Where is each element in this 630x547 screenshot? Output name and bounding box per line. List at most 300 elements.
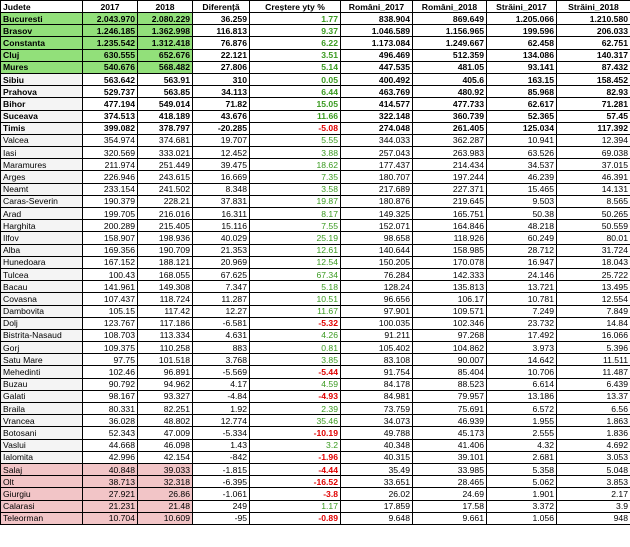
romani-2018-cell: 28.465 xyxy=(413,476,487,488)
romani-2018-cell: 477.733 xyxy=(413,98,487,110)
table-row xyxy=(1,25,630,37)
table-row xyxy=(1,195,630,207)
romani-2018-cell: 142.333 xyxy=(413,268,487,280)
difference-cell: -6.581 xyxy=(193,317,250,329)
value-2018-cell: 96.891 xyxy=(138,366,193,378)
straini-2017-cell: 60.249 xyxy=(487,232,557,244)
romani-2017-cell: 463.769 xyxy=(341,86,413,98)
straini-2018-cell: 82.93 xyxy=(557,86,630,98)
straini-2017-cell: 5.062 xyxy=(487,476,557,488)
straini-2018-cell: 31.724 xyxy=(557,244,630,256)
value-2018-cell: 188.121 xyxy=(138,256,193,268)
value-2017-cell: 44.668 xyxy=(83,439,138,451)
romani-2017-cell: 128.24 xyxy=(341,281,413,293)
value-2018-cell: 549.014 xyxy=(138,98,193,110)
county-name-cell: Brasov xyxy=(1,25,83,37)
county-name-cell: Caras-Severin xyxy=(1,195,83,207)
growth-percent-cell: 10.51 xyxy=(250,293,341,305)
straini-2017-cell: 34.537 xyxy=(487,159,557,171)
straini-2017-cell: 63.526 xyxy=(487,147,557,159)
growth-percent-cell: 15.05 xyxy=(250,98,341,110)
county-name-cell: Alba xyxy=(1,244,83,256)
difference-cell: 4.631 xyxy=(193,329,250,341)
value-2017-cell: 141.961 xyxy=(83,281,138,293)
straini-2018-cell: 3.053 xyxy=(557,451,630,463)
romani-2017-cell: 447.535 xyxy=(341,61,413,73)
growth-percent-cell: 4.59 xyxy=(250,378,341,390)
straini-2018-cell: 5.048 xyxy=(557,463,630,475)
value-2018-cell: 563.85 xyxy=(138,86,193,98)
romani-2018-cell: 481.05 xyxy=(413,61,487,73)
difference-cell: 37.831 xyxy=(193,195,250,207)
county-name-cell: Constanta xyxy=(1,37,83,49)
value-2018-cell: 93.327 xyxy=(138,390,193,402)
growth-percent-cell: 5.18 xyxy=(250,281,341,293)
difference-cell: 67.625 xyxy=(193,268,250,280)
growth-percent-cell: 3.88 xyxy=(250,147,341,159)
growth-percent-cell: -3.8 xyxy=(250,488,341,500)
value-2018-cell: 101.518 xyxy=(138,354,193,366)
value-2017-cell: 21.231 xyxy=(83,500,138,512)
table-row xyxy=(1,134,630,146)
difference-cell: 12.774 xyxy=(193,415,250,427)
table-row xyxy=(1,366,630,378)
straini-2017-cell: 9.503 xyxy=(487,195,557,207)
growth-percent-cell: 5.14 xyxy=(250,61,341,73)
table-row xyxy=(1,342,630,354)
straini-2018-cell: 13.495 xyxy=(557,281,630,293)
value-2018-cell: 333.021 xyxy=(138,147,193,159)
value-2018-cell: 1.312.418 xyxy=(138,37,193,49)
value-2017-cell: 399.082 xyxy=(83,122,138,134)
straini-2018-cell: 1.863 xyxy=(557,415,630,427)
difference-cell: 116.813 xyxy=(193,25,250,37)
romani-2017-cell: 98.658 xyxy=(341,232,413,244)
straini-2018-cell: 25.722 xyxy=(557,268,630,280)
table-row xyxy=(1,488,630,500)
growth-percent-cell: 3.58 xyxy=(250,183,341,195)
county-name-cell: Botosani xyxy=(1,427,83,439)
difference-cell: 39.475 xyxy=(193,159,250,171)
value-2017-cell: 10.704 xyxy=(83,512,138,524)
value-2017-cell: 100.43 xyxy=(83,268,138,280)
difference-cell: 34.113 xyxy=(193,86,250,98)
romani-2018-cell: 109.571 xyxy=(413,305,487,317)
romani-2017-cell: 414.577 xyxy=(341,98,413,110)
growth-percent-cell: 2.39 xyxy=(250,403,341,415)
value-2018-cell: 243.615 xyxy=(138,171,193,183)
value-2017-cell: 2.043.970 xyxy=(83,13,138,25)
value-2017-cell: 190.379 xyxy=(83,195,138,207)
straini-2018-cell: 6.56 xyxy=(557,403,630,415)
value-2017-cell: 354.974 xyxy=(83,134,138,146)
header-crestere: Creștere yty % xyxy=(250,1,341,13)
value-2017-cell: 167.152 xyxy=(83,256,138,268)
romani-2017-cell: 9.648 xyxy=(341,512,413,524)
romani-2018-cell: 227.371 xyxy=(413,183,487,195)
value-2018-cell: 418.189 xyxy=(138,110,193,122)
value-2018-cell: 149.308 xyxy=(138,281,193,293)
header-2017: 2017 xyxy=(83,1,138,13)
county-name-cell: Neamt xyxy=(1,183,83,195)
table-row xyxy=(1,183,630,195)
table-row xyxy=(1,463,630,475)
value-2018-cell: 110.258 xyxy=(138,342,193,354)
romani-2018-cell: 106.17 xyxy=(413,293,487,305)
straini-2017-cell: 17.492 xyxy=(487,329,557,341)
growth-percent-cell: 12.54 xyxy=(250,256,341,268)
growth-percent-cell: -1.96 xyxy=(250,451,341,463)
growth-percent-cell: 25.19 xyxy=(250,232,341,244)
growth-percent-cell: -0.89 xyxy=(250,512,341,524)
county-name-cell: Sibiu xyxy=(1,73,83,85)
romani-2018-cell: 45.173 xyxy=(413,427,487,439)
growth-percent-cell: 9.37 xyxy=(250,25,341,37)
romani-2017-cell: 217.689 xyxy=(341,183,413,195)
county-name-cell: Maramures xyxy=(1,159,83,171)
difference-cell: -20.285 xyxy=(193,122,250,134)
straini-2017-cell: 6.572 xyxy=(487,403,557,415)
romani-2018-cell: 97.268 xyxy=(413,329,487,341)
romani-2018-cell: 405.6 xyxy=(413,73,487,85)
value-2017-cell: 320.569 xyxy=(83,147,138,159)
county-name-cell: Bistrita-Nasaud xyxy=(1,329,83,341)
value-2017-cell: 90.792 xyxy=(83,378,138,390)
county-name-cell: Covasna xyxy=(1,293,83,305)
header-straini-2017: Străini_2017 xyxy=(487,1,557,13)
straini-2018-cell: 8.565 xyxy=(557,195,630,207)
romani-2017-cell: 34.073 xyxy=(341,415,413,427)
value-2018-cell: 168.055 xyxy=(138,268,193,280)
romani-2017-cell: 100.035 xyxy=(341,317,413,329)
difference-cell: 27.806 xyxy=(193,61,250,73)
value-2018-cell: 42.154 xyxy=(138,451,193,463)
table-row xyxy=(1,220,630,232)
county-name-cell: Galati xyxy=(1,390,83,402)
straini-2018-cell: 140.317 xyxy=(557,49,630,61)
difference-cell: -5.334 xyxy=(193,427,250,439)
table-row xyxy=(1,13,630,25)
table-body xyxy=(1,13,630,525)
table-row xyxy=(1,439,630,451)
value-2017-cell: 36.028 xyxy=(83,415,138,427)
table-row xyxy=(1,268,630,280)
table-row xyxy=(1,500,630,512)
romani-2018-cell: 46.939 xyxy=(413,415,487,427)
table-row xyxy=(1,512,630,524)
straini-2018-cell: 16.066 xyxy=(557,329,630,341)
value-2017-cell: 529.737 xyxy=(83,86,138,98)
growth-percent-cell: 67.34 xyxy=(250,268,341,280)
straini-2017-cell: 134.086 xyxy=(487,49,557,61)
table-row xyxy=(1,403,630,415)
table-row xyxy=(1,147,630,159)
growth-percent-cell: 18.62 xyxy=(250,159,341,171)
straini-2017-cell: 1.205.066 xyxy=(487,13,557,25)
straini-2018-cell: 206.033 xyxy=(557,25,630,37)
value-2017-cell: 108.703 xyxy=(83,329,138,341)
growth-percent-cell: 0.05 xyxy=(250,73,341,85)
straini-2018-cell: 12.394 xyxy=(557,134,630,146)
romani-2017-cell: 73.759 xyxy=(341,403,413,415)
county-name-cell: Buzau xyxy=(1,378,83,390)
growth-percent-cell: -4.93 xyxy=(250,390,341,402)
straini-2017-cell: 62.617 xyxy=(487,98,557,110)
straini-2017-cell: 1.901 xyxy=(487,488,557,500)
romani-2017-cell: 105.402 xyxy=(341,342,413,354)
value-2017-cell: 52.343 xyxy=(83,427,138,439)
county-name-cell: Ilfov xyxy=(1,232,83,244)
romani-2017-cell: 91.754 xyxy=(341,366,413,378)
value-2018-cell: 652.676 xyxy=(138,49,193,61)
header-romani-2018: Români_2018 xyxy=(413,1,487,13)
romani-2018-cell: 118.926 xyxy=(413,232,487,244)
county-name-cell: Iasi xyxy=(1,147,83,159)
romani-2018-cell: 1.249.667 xyxy=(413,37,487,49)
straini-2017-cell: 85.968 xyxy=(487,86,557,98)
straini-2017-cell: 4.32 xyxy=(487,439,557,451)
straini-2018-cell: 87.432 xyxy=(557,61,630,73)
straini-2018-cell: 71.281 xyxy=(557,98,630,110)
growth-percent-cell: 4.26 xyxy=(250,329,341,341)
straini-2018-cell: 3.9 xyxy=(557,500,630,512)
value-2017-cell: 1.235.542 xyxy=(83,37,138,49)
romani-2018-cell: 75.691 xyxy=(413,403,487,415)
straini-2018-cell: 14.84 xyxy=(557,317,630,329)
value-2017-cell: 97.75 xyxy=(83,354,138,366)
growth-percent-cell: -5.32 xyxy=(250,317,341,329)
value-2018-cell: 215.405 xyxy=(138,220,193,232)
table-row xyxy=(1,171,630,183)
difference-cell: -1.061 xyxy=(193,488,250,500)
romani-2018-cell: 9.661 xyxy=(413,512,487,524)
value-2017-cell: 374.513 xyxy=(83,110,138,122)
straini-2018-cell: 117.392 xyxy=(557,122,630,134)
table-row xyxy=(1,281,630,293)
value-2017-cell: 1.246.185 xyxy=(83,25,138,37)
county-name-cell: Bacau xyxy=(1,281,83,293)
table-row xyxy=(1,293,630,305)
value-2017-cell: 98.167 xyxy=(83,390,138,402)
table-row xyxy=(1,329,630,341)
value-2017-cell: 102.46 xyxy=(83,366,138,378)
growth-percent-cell: 3.85 xyxy=(250,354,341,366)
value-2018-cell: 118.724 xyxy=(138,293,193,305)
growth-percent-cell: 0.81 xyxy=(250,342,341,354)
value-2017-cell: 40.848 xyxy=(83,463,138,475)
table-row xyxy=(1,208,630,220)
value-2017-cell: 109.375 xyxy=(83,342,138,354)
romani-2018-cell: 869.649 xyxy=(413,13,487,25)
growth-percent-cell: 7.35 xyxy=(250,171,341,183)
value-2018-cell: 32.318 xyxy=(138,476,193,488)
straini-2018-cell: 1.836 xyxy=(557,427,630,439)
value-2017-cell: 123.767 xyxy=(83,317,138,329)
value-2017-cell: 233.154 xyxy=(83,183,138,195)
romani-2017-cell: 83.108 xyxy=(341,354,413,366)
table-row xyxy=(1,73,630,85)
straini-2017-cell: 5.358 xyxy=(487,463,557,475)
county-name-cell: Suceava xyxy=(1,110,83,122)
romani-2018-cell: 24.69 xyxy=(413,488,487,500)
difference-cell: 40.029 xyxy=(193,232,250,244)
value-2018-cell: 94.962 xyxy=(138,378,193,390)
straini-2017-cell: 125.034 xyxy=(487,122,557,134)
straini-2017-cell: 24.146 xyxy=(487,268,557,280)
straini-2018-cell: 69.038 xyxy=(557,147,630,159)
county-name-cell: Timis xyxy=(1,122,83,134)
county-name-cell: Mures xyxy=(1,61,83,73)
value-2017-cell: 158.907 xyxy=(83,232,138,244)
difference-cell: -1.815 xyxy=(193,463,250,475)
growth-percent-cell: 11.66 xyxy=(250,110,341,122)
county-name-cell: Hunedoara xyxy=(1,256,83,268)
straini-2018-cell: 12.554 xyxy=(557,293,630,305)
romani-2017-cell: 150.205 xyxy=(341,256,413,268)
straini-2017-cell: 52.365 xyxy=(487,110,557,122)
value-2018-cell: 113.334 xyxy=(138,329,193,341)
value-2018-cell: 228.21 xyxy=(138,195,193,207)
table-row xyxy=(1,86,630,98)
value-2017-cell: 80.331 xyxy=(83,403,138,415)
straini-2017-cell: 13.721 xyxy=(487,281,557,293)
straini-2017-cell: 46.239 xyxy=(487,171,557,183)
growth-percent-cell: -5.44 xyxy=(250,366,341,378)
romani-2017-cell: 84.178 xyxy=(341,378,413,390)
difference-cell: 36.259 xyxy=(193,13,250,25)
straini-2017-cell: 6.614 xyxy=(487,378,557,390)
romani-2018-cell: 512.359 xyxy=(413,49,487,61)
straini-2017-cell: 23.732 xyxy=(487,317,557,329)
value-2018-cell: 10.609 xyxy=(138,512,193,524)
value-2017-cell: 477.194 xyxy=(83,98,138,110)
county-name-cell: Mehedinti xyxy=(1,366,83,378)
growth-percent-cell: 6.22 xyxy=(250,37,341,49)
value-2017-cell: 27.921 xyxy=(83,488,138,500)
straini-2017-cell: 2.681 xyxy=(487,451,557,463)
county-name-cell: Dambovita xyxy=(1,305,83,317)
romani-2018-cell: 90.007 xyxy=(413,354,487,366)
value-2017-cell: 169.356 xyxy=(83,244,138,256)
value-2017-cell: 211.974 xyxy=(83,159,138,171)
table-row xyxy=(1,98,630,110)
growth-percent-cell: -4.44 xyxy=(250,463,341,475)
difference-cell: 16.669 xyxy=(193,171,250,183)
straini-2017-cell: 2.555 xyxy=(487,427,557,439)
value-2018-cell: 117.42 xyxy=(138,305,193,317)
romani-2017-cell: 35.49 xyxy=(341,463,413,475)
growth-percent-cell: 5.55 xyxy=(250,134,341,146)
straini-2018-cell: 7.849 xyxy=(557,305,630,317)
county-name-cell: Dolj xyxy=(1,317,83,329)
growth-percent-cell: 7.55 xyxy=(250,220,341,232)
straini-2017-cell: 50.38 xyxy=(487,208,557,220)
value-2018-cell: 198.936 xyxy=(138,232,193,244)
difference-cell: 12.27 xyxy=(193,305,250,317)
romani-2018-cell: 33.985 xyxy=(413,463,487,475)
header-2018: 2018 xyxy=(138,1,193,13)
difference-cell: 4.17 xyxy=(193,378,250,390)
difference-cell: 1.92 xyxy=(193,403,250,415)
value-2018-cell: 39.033 xyxy=(138,463,193,475)
value-2018-cell: 117.186 xyxy=(138,317,193,329)
straini-2018-cell: 13.37 xyxy=(557,390,630,402)
romani-2017-cell: 344.033 xyxy=(341,134,413,146)
county-name-cell: Teleorman xyxy=(1,512,83,524)
straini-2018-cell: 4.692 xyxy=(557,439,630,451)
romani-2018-cell: 1.156.965 xyxy=(413,25,487,37)
county-name-cell: Vaslui xyxy=(1,439,83,451)
romani-2018-cell: 85.404 xyxy=(413,366,487,378)
straini-2017-cell: 14.642 xyxy=(487,354,557,366)
romani-2017-cell: 97.901 xyxy=(341,305,413,317)
difference-cell: 43.676 xyxy=(193,110,250,122)
difference-cell: 71.82 xyxy=(193,98,250,110)
growth-percent-cell: 3.51 xyxy=(250,49,341,61)
header-straini-2018: Străini_2018 xyxy=(557,1,630,13)
romani-2018-cell: 165.751 xyxy=(413,208,487,220)
straini-2017-cell: 62.458 xyxy=(487,37,557,49)
county-name-cell: Bihor xyxy=(1,98,83,110)
straini-2017-cell: 7.249 xyxy=(487,305,557,317)
straini-2017-cell: 16.947 xyxy=(487,256,557,268)
county-name-cell: Vrancea xyxy=(1,415,83,427)
straini-2017-cell: 10.781 xyxy=(487,293,557,305)
straini-2017-cell: 3.372 xyxy=(487,500,557,512)
difference-cell: -95 xyxy=(193,512,250,524)
value-2018-cell: 563.91 xyxy=(138,73,193,85)
header-diferenta: Diferență xyxy=(193,1,250,13)
difference-cell: 20.969 xyxy=(193,256,250,268)
difference-cell: 1.43 xyxy=(193,439,250,451)
table-row xyxy=(1,244,630,256)
difference-cell: 249 xyxy=(193,500,250,512)
romani-2017-cell: 17.859 xyxy=(341,500,413,512)
county-name-cell: Calarasi xyxy=(1,500,83,512)
romani-2018-cell: 219.645 xyxy=(413,195,487,207)
value-2018-cell: 46.098 xyxy=(138,439,193,451)
difference-cell: 22.121 xyxy=(193,49,250,61)
growth-percent-cell: 35.46 xyxy=(250,415,341,427)
straini-2018-cell: 50.559 xyxy=(557,220,630,232)
difference-cell: -6.395 xyxy=(193,476,250,488)
difference-cell: 883 xyxy=(193,342,250,354)
table-row xyxy=(1,476,630,488)
romani-2017-cell: 76.284 xyxy=(341,268,413,280)
romani-2017-cell: 180.876 xyxy=(341,195,413,207)
county-name-cell: Satu Mare xyxy=(1,354,83,366)
table-row xyxy=(1,415,630,427)
straini-2018-cell: 6.439 xyxy=(557,378,630,390)
table-row xyxy=(1,390,630,402)
romani-2017-cell: 49.788 xyxy=(341,427,413,439)
straini-2017-cell: 10.706 xyxy=(487,366,557,378)
romani-2018-cell: 164.846 xyxy=(413,220,487,232)
straini-2017-cell: 48.218 xyxy=(487,220,557,232)
straini-2017-cell: 1.955 xyxy=(487,415,557,427)
romani-2017-cell: 180.707 xyxy=(341,171,413,183)
value-2018-cell: 241.502 xyxy=(138,183,193,195)
table-row xyxy=(1,378,630,390)
growth-percent-cell: 12.61 xyxy=(250,244,341,256)
table-row xyxy=(1,354,630,366)
romani-2017-cell: 26.02 xyxy=(341,488,413,500)
value-2018-cell: 1.362.998 xyxy=(138,25,193,37)
value-2017-cell: 563.642 xyxy=(83,73,138,85)
value-2017-cell: 105.15 xyxy=(83,305,138,317)
romani-2018-cell: 79.957 xyxy=(413,390,487,402)
growth-percent-cell: 3.2 xyxy=(250,439,341,451)
